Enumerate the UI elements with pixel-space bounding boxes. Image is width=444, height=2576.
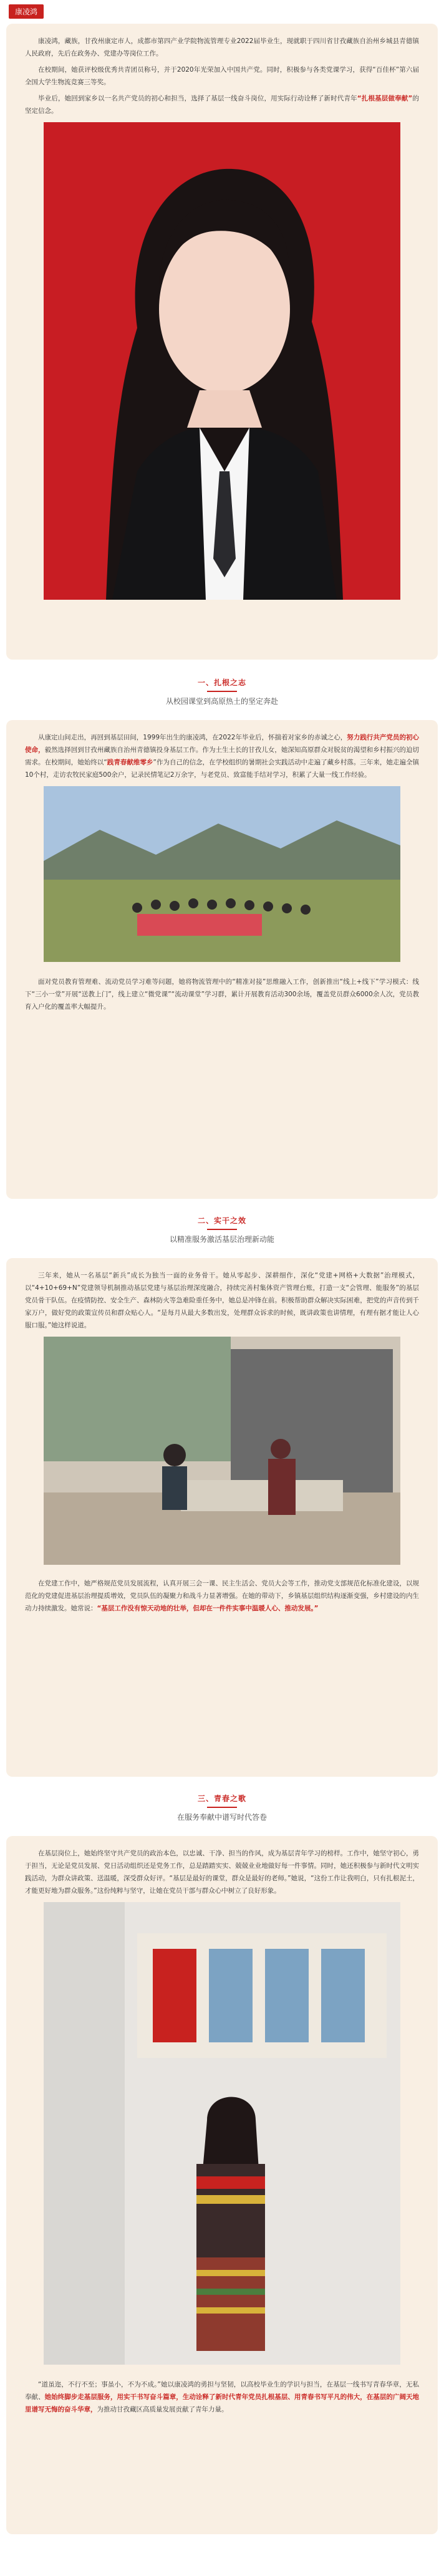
group-photo <box>44 786 400 962</box>
section-3-divider <box>207 1807 237 1808</box>
intro-paragraph-2: 在校期间，她获评校级优秀共青团员称号，并于2020年光荣加入中国共产党。同时，积极参与各类党课学习，获得“百佳杯”第六届全国大学生物流竞赛三等奖。 <box>25 66 419 86</box>
section-1-number: 一、扎根之志 <box>197 678 246 687</box>
section-2-title <box>0 1215 444 1244</box>
section-3-title <box>0 1793 444 1822</box>
section-2-number: 二、实干之效 <box>197 1216 246 1225</box>
section-2-divider <box>207 1229 237 1230</box>
name-tag: 康凌鸿 <box>9 4 44 19</box>
section-2-paragraph-2: 在党建工作中，她严格规范党员发展流程，认真开展三会一课、民主生活会、党员大会等工作，推动党支部规范化标准化建设，以规范化的党建促进基层治理提质增效，党员队伍的凝聚力和战斗力显著增强。在她的带动下，乡镇基层组织结构逐渐变强，乡村建设的内生动力持续激发。她常说：“基层工作没有惊天动地的壮举，但却在一件件实事中温暖人心、推动发展。” <box>25 1580 419 1612</box>
section-1-title <box>0 677 444 706</box>
intro-paragraph-1: 康凌鸿，藏族，甘孜州康定市人，成都市第四产业学院物流管理专业2022届毕业生，现就职于四川省甘孜藏族自治州乡城县青德镇人民政府，先后在政务办、党建办等岗位工作。 <box>25 37 419 57</box>
page-bottom-spacer <box>0 2534 444 2559</box>
section-3-paragraph-1: 在基层岗位上，她始终坚守共产党员的政治本色，以忠诚、干净、担当的作风，成为基层青年学习的榜样。工作中，她坚守初心，勇于担当，无论是党员发展、党日活动组织还是党务工作，总是踏踏实实、兢兢业业地做好每一件事情。同时，她还积极参与新时代文明实践活动，为群众讲政策、送温暖，深受群众好评。“基层是最好的课堂，群众是最好的老师。”她说，“这份工作让我明白，只有扎根泥土，才能更好地为群众服务。”这份纯粹与坚守，让她在党员干部与群众心中树立了良好形象。 <box>25 1850 419 1895</box>
header-bar <box>0 0 444 20</box>
section-1-paragraph-2: 面对党员教育管理难、流动党员学习难等问题，她将物流管理中的“精准对接”思维融入工作，创新推出“线上+线下”学习模式：线下“三小一堂”开展“送教上门”，线上建立“微党课”“流动课堂”学习群，累计开展教育活动300余场，覆盖党员群众6000余人次，党员教育入户化的覆盖率大幅提升。 <box>25 978 419 1011</box>
section-3-paragraph-2: “道虽迩，不行不至；事虽小，不为不成。”她以康凌鸿的勇担与坚韧，以高校毕业生的学识与担当，在基层一线书写青春华章，无私奉献、她始终脚步走基层服务，用实干书写奋斗篇章，生动诠释了新时代青年党员扎根基层、用青春书写平凡的伟大，在基层的广阔天地里谱写无悔的奋斗华章，为推动甘孜藏区高质量发展贡献了青年力量。 <box>25 2381 420 2413</box>
intro-card <box>6 24 438 660</box>
section-2-subtitle: 以精准服务激活基层治理新动能 <box>169 1235 274 1244</box>
section-3-subtitle: 在服务奉献中谱写时代答卷 <box>176 1813 267 1822</box>
section-1-subtitle: 从校园课堂到高原热土的坚定奔赴 <box>165 697 278 706</box>
intro-paragraph-3: 毕业后，她回到家乡以一名共产党员的初心和担当，选择了基层一线奋斗岗位，用实际行动诠释了新时代青年“扎根基层做奉献”的坚定信念。 <box>25 95 419 115</box>
section-3-number: 三、青春之歌 <box>197 1794 246 1803</box>
section-1-paragraph-1: 从康定山间走出，再回到基层田间，1999年出生的康凌鸿，在2022年毕业后，怀揣着对家乡的赤诚之心，努力践行共产党员的初心使命，毅然选择回到甘孜州藏族自治州青德镇投身基层工作。作为土生土长的甘孜儿女，她深知高原群众对脱贫的渴望和乡村振兴的迫切需求。在校期间，她始终以“践青春献维零乡”作为自己的信念，在学校组织的暑期社会实践活动中走遍了藏乡村落。三年来，她走遍全镇10个村，走访农牧民家庭500余户，记录民情笔记2万余字，与老党员、致富能手结对学习，积累了大量一线工作经验。 <box>25 734 420 779</box>
section-2-paragraph-1: 三年来，她从一名基层“新兵”成长为独当一面的业务骨干。她从零起步、深耕细作，深化“党建+网格+大数据”治理模式，以“4+10+69+N”党建领导机制推动基层党建与基层治理深度融合，持续完善村集体资产管理台账，打造一支“会管理、能服务”的基层党员骨干队伍。在疫情防控、安全生产、森林防火等急难险重任务中，她总是冲锋在前。积极帮助群众解决实际困难，把党的声音传到千家万户，做好党的政策宣传员和群众贴心人。“是每月从最大多数出发，处理群众诉求的时候，既讲政策也讲情理，有理有据才能让人心服口服。”她这样说道。 <box>25 1272 419 1329</box>
section-1-divider <box>207 691 237 692</box>
section-3-card <box>6 1836 438 2534</box>
visit-photo <box>44 1337 400 1565</box>
office-photo <box>44 1902 400 2365</box>
section-2-card <box>6 1258 438 1777</box>
portrait-photo <box>44 122 400 600</box>
section-1-card <box>6 720 438 1199</box>
